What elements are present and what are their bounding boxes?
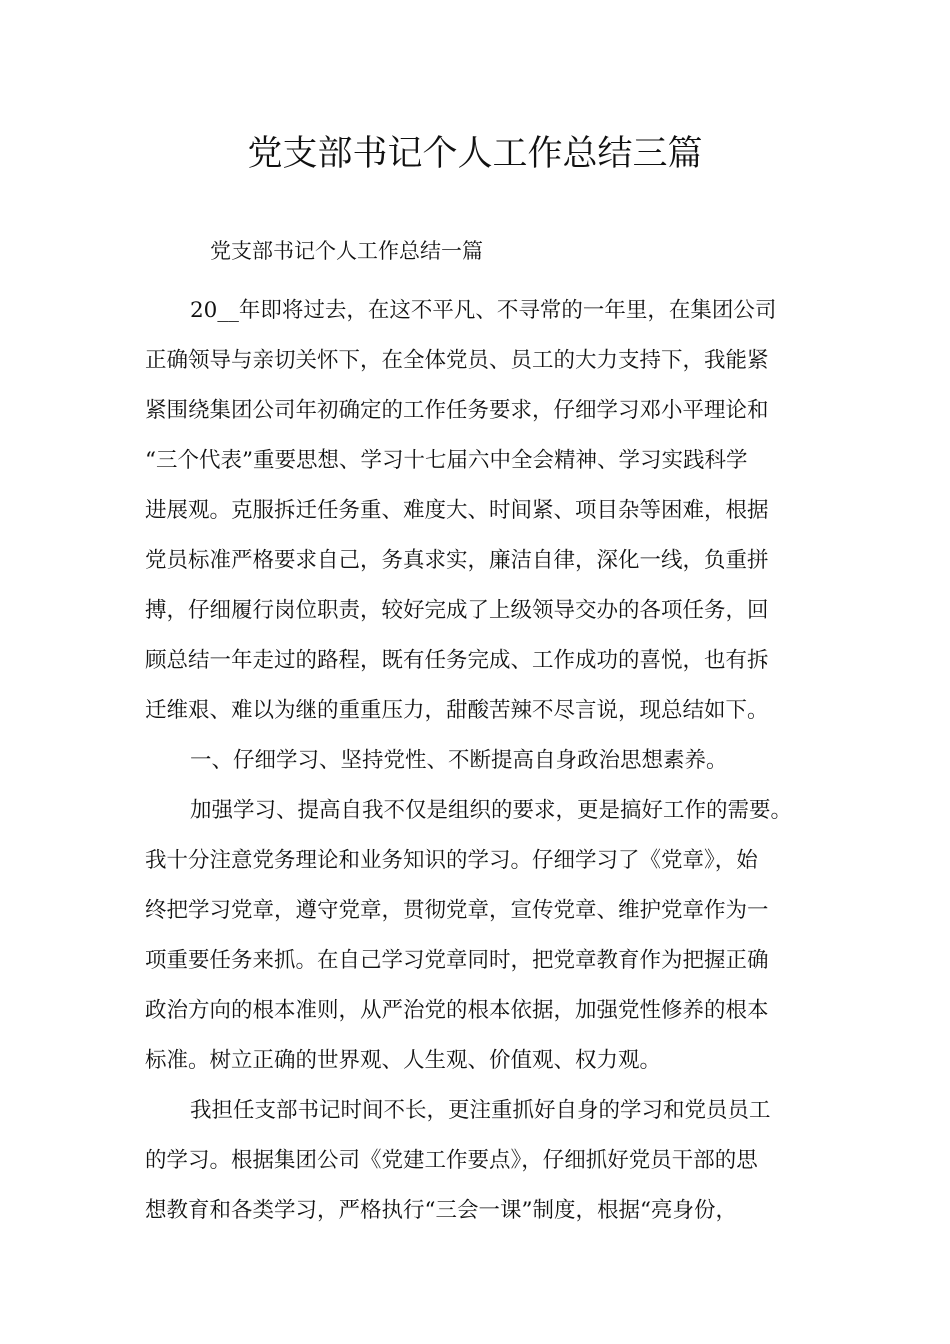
- text-line: 想教育和各类学习，严格执行“三会一课”制度，根据“亮身份，: [145, 1198, 737, 1223]
- document-subtitle: 党支部书记个人工作总结一篇: [210, 239, 483, 263]
- text-line: 20__年即将过去，在这不平凡、不寻常的一年里，在集团公司: [190, 298, 777, 323]
- text-line: 党员标准严格要求自己，务真求实，廉洁自律，深化一线，负重拼: [145, 548, 769, 573]
- text-line: 我担任支部书记时间不长，更注重抓好自身的学习和党员员工: [190, 1098, 771, 1123]
- document-body: [145, 286, 835, 1236]
- text-line: 项重要任务来抓。在自己学习党章同时，把党章教育作为把握正确: [145, 948, 769, 973]
- text-line: 标准。树立正确的世界观、人生观、价值观、权力观。: [145, 1048, 662, 1073]
- text-line: 紧围绕集团公司年初确定的工作任务要求，仔细学习邓小平理论和: [145, 398, 769, 423]
- text-line: 加强学习、提高自我不仅是组织的要求，更是搞好工作的需要。: [190, 798, 793, 823]
- text-line: 我十分注意党务理论和业务知识的学习。仔细学习了《党章》，始: [145, 848, 758, 873]
- text-line: 搏，仔细履行岗位职责，较好完成了上级领导交办的各项任务，回: [145, 598, 769, 623]
- text-line: 进展观。克服拆迁任务重、难度大、时间紧、项目杂等困难，根据: [145, 498, 769, 523]
- text-line: 顾总结一年走过的路程，既有任务完成、工作成功的喜悦，也有拆: [145, 648, 769, 673]
- text-line: 的学习。根据集团公司《党建工作要点》，仔细抓好党员干部的思: [145, 1148, 758, 1173]
- text-line: 终把学习党章，遵守党章，贯彻党章，宣传党章、维护党章作为一: [145, 898, 769, 923]
- text-line: 迁维艰、难以为继的重重压力，甜酸苦辣不尽言说，现总结如下。: [145, 698, 769, 723]
- text-line: 一、仔细学习、坚持党性、不断提高自身政治思想素养。: [190, 748, 728, 773]
- text-line: 政治方向的根本准则，从严治党的根本依据，加强党性修养的根本: [145, 998, 769, 1023]
- text-line: “三个代表”重要思想、学习十七届六中全会精神、学习实践科学: [145, 448, 748, 473]
- text-line: 正确领导与亲切关怀下，在全体党员、员工的大力支持下，我能紧: [145, 348, 769, 373]
- document-title: 党支部书记个人工作总结三篇: [247, 134, 703, 174]
